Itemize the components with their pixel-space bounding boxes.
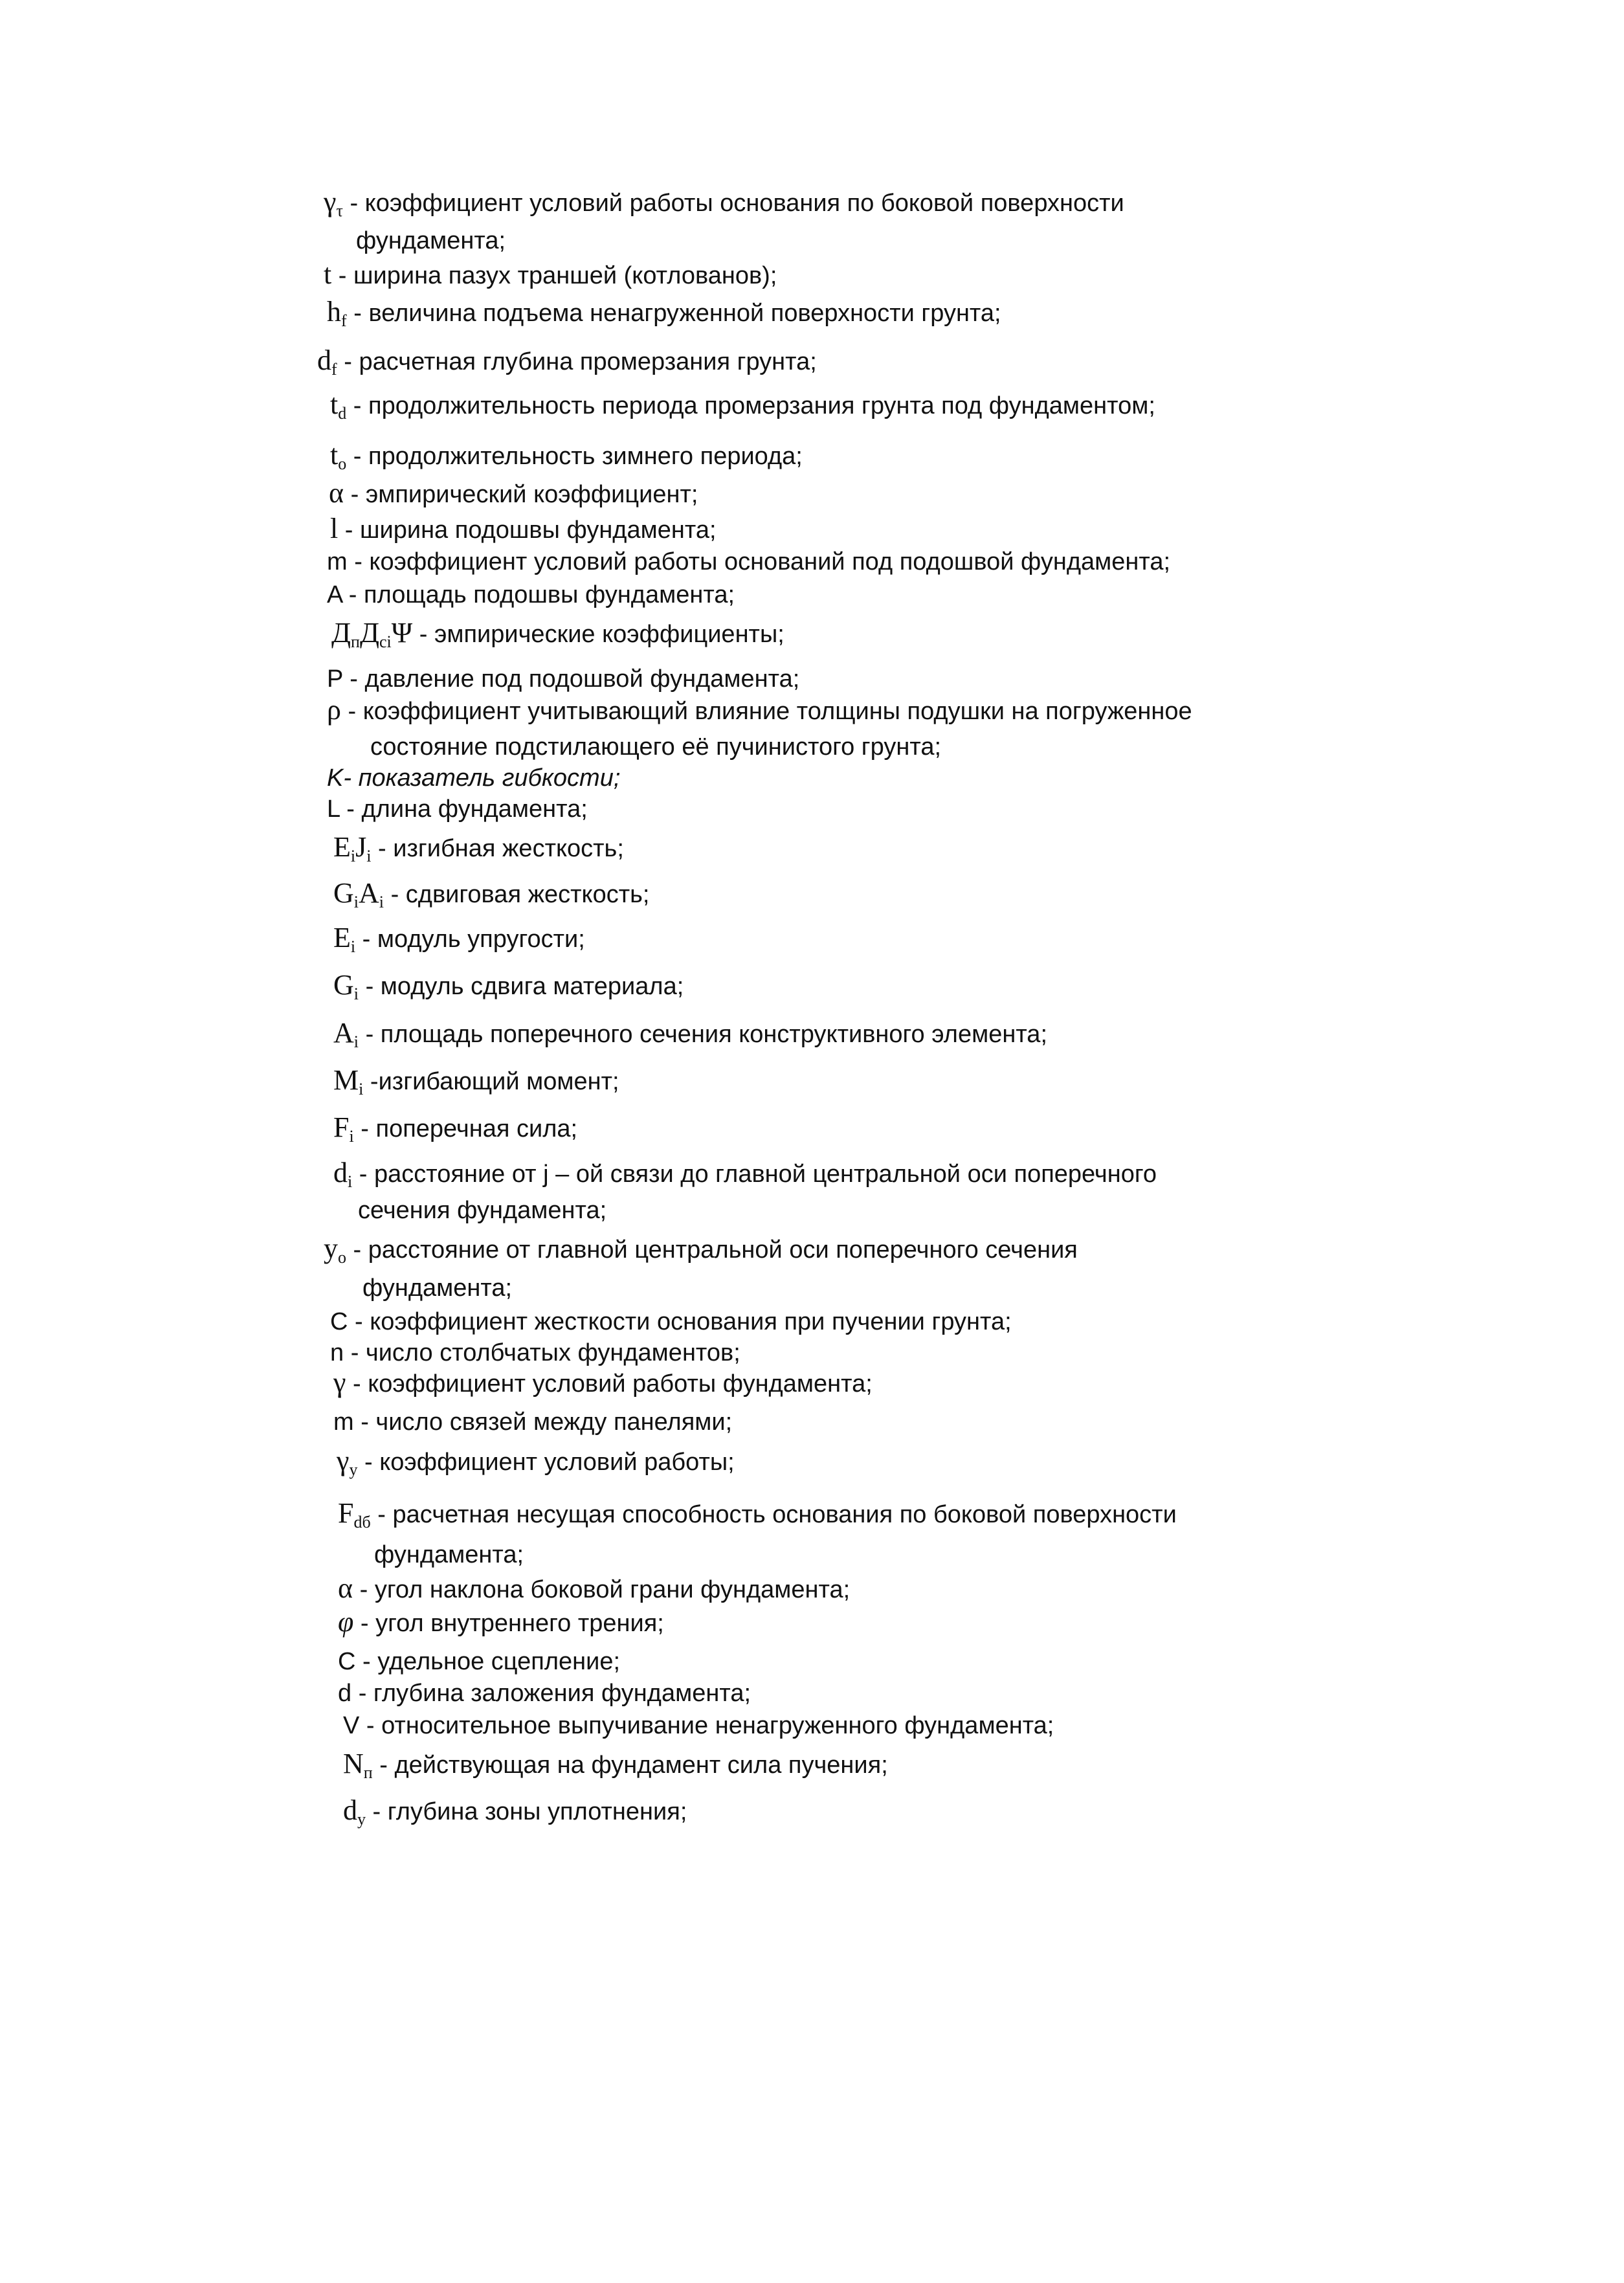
definition-text: - угол наклона боковой грани фундамента; <box>353 1576 851 1603</box>
definition-row <box>317 346 817 384</box>
symbol: L <box>327 796 340 823</box>
definition-text: - коэффициент условий работы фундамента; <box>346 1370 873 1398</box>
definition-row <box>327 696 1192 726</box>
symbol: F <box>333 1111 350 1143</box>
definition-text: - коэффициент условий работы основания по боковой поверхности <box>342 190 1124 217</box>
symbol-subscript: i <box>359 1080 364 1098</box>
symbol: φ <box>338 1606 354 1638</box>
definition-text: - изгибная жесткость; <box>371 835 624 862</box>
definition-row <box>330 441 803 478</box>
symbol: N <box>343 1748 364 1779</box>
definition-text: - глубина зоны уплотнения; <box>366 1798 687 1825</box>
symbol: h <box>327 296 341 328</box>
definition-text: - продолжительность зимнего периода; <box>346 443 803 470</box>
symbol: γ <box>333 1366 346 1398</box>
definition-row <box>327 548 1170 576</box>
definition-text: - коэффициент жесткости основания при пучении грунта; <box>348 1308 1012 1335</box>
definition-row <box>343 1711 1054 1740</box>
symbol: E <box>333 922 351 953</box>
definition-text: - расчетная несущая способность основания по боковой поверхности <box>370 1501 1177 1528</box>
definition-text: - ширина пазух траншей (котлованов); <box>331 262 777 289</box>
definition-text: - сдвиговая жесткость; <box>384 881 650 908</box>
symbol-2: J <box>355 831 367 863</box>
definition-text: - число связей между панелями; <box>353 1409 733 1436</box>
definition-row <box>324 260 777 290</box>
symbol: d <box>343 1794 357 1826</box>
definition-row <box>327 665 799 693</box>
definition-text: - расчетная глубина промерзания грунта; <box>337 348 817 375</box>
definition-row <box>338 1679 751 1708</box>
definition-text: - поперечная сила; <box>353 1115 578 1142</box>
definition-row <box>333 924 585 961</box>
definition-text: - расстояние от j – ой связи до главной центральной оси поперечного <box>352 1161 1157 1188</box>
definition-text: - коэффициент условий работы; <box>357 1449 735 1476</box>
definition-row <box>333 879 649 917</box>
symbol: C <box>338 1648 356 1675</box>
definition-text: - продолжительность периода промерзания грунта под фундаментом; <box>346 392 1155 419</box>
symbol: C <box>330 1308 348 1335</box>
definition-text: -изгибающий момент; <box>363 1068 619 1095</box>
definition-text: - коэффициент учитывающий влияние толщины подушки на погруженное <box>340 698 1192 725</box>
symbol: α <box>338 1572 353 1604</box>
definition-row <box>333 1408 732 1436</box>
symbol-subscript: y <box>349 1460 358 1479</box>
definition-text: - ширина подошвы фундамента; <box>338 517 717 544</box>
definition-row <box>343 1750 888 1787</box>
symbol-subscript: i <box>353 985 359 1003</box>
definition-text: - угол внутреннего трения; <box>353 1610 664 1637</box>
symbol-subscript: o <box>338 1248 346 1267</box>
symbol: Д <box>331 617 351 649</box>
symbol: m <box>333 1409 354 1436</box>
definition-text: - удельное сцепление; <box>355 1648 621 1675</box>
symbol: d <box>338 1680 352 1707</box>
symbol: t <box>330 388 339 420</box>
definition-row <box>338 1499 1177 1537</box>
definition-text: - площадь поперечного сечения конструктивного элемента; <box>359 1021 1047 1048</box>
definition-continuation <box>362 1274 512 1302</box>
symbol-subscript: i <box>348 1172 353 1191</box>
definition-row <box>343 1796 687 1834</box>
definition-row <box>333 833 624 871</box>
definition-row <box>331 619 784 656</box>
definition-row <box>333 1066 619 1104</box>
definition-row <box>327 298 1001 335</box>
definition-text: - относительное выпучивание ненагруженного фундамента; <box>359 1712 1054 1739</box>
symbol: t <box>330 439 339 471</box>
definition-text: - расстояние от главной центральной оси поперечного сечения <box>346 1236 1078 1264</box>
symbol-subscript: i <box>353 1032 359 1051</box>
symbol-subscript: п <box>351 632 360 651</box>
symbol-subscript: d <box>338 404 347 423</box>
definition-row <box>330 1308 1012 1336</box>
symbol: G <box>333 877 354 909</box>
symbol-subscript: i <box>349 1127 354 1146</box>
definition-continuation <box>370 733 941 761</box>
symbol: P <box>327 665 343 693</box>
definition-row <box>333 1019 1047 1056</box>
symbol: d <box>317 344 331 376</box>
symbol: d <box>333 1157 348 1188</box>
symbol-subscript: i <box>350 847 356 865</box>
symbol: t <box>324 258 332 290</box>
symbol-subscript: y <box>357 1810 366 1829</box>
definition-row <box>324 188 1124 225</box>
definition-text: - давление под подошвой фундамента; <box>342 665 800 693</box>
definition-row <box>327 581 735 609</box>
definition-row <box>337 1447 735 1484</box>
symbol-subscript: dб <box>353 1513 371 1531</box>
definition-row <box>329 479 698 509</box>
definition-text: состояние подстилающего её пучинистого грунта; <box>370 733 942 761</box>
definition-row <box>333 971 684 1008</box>
symbol: F <box>338 1497 354 1529</box>
symbol: l <box>330 513 339 544</box>
symbol: y <box>324 1232 338 1264</box>
symbol-subscript: τ <box>336 201 343 220</box>
definition-text: - действующая на фундамент сила пучения; <box>372 1752 888 1779</box>
symbol: A <box>333 1017 354 1049</box>
symbol: α <box>329 477 344 509</box>
definition-row <box>333 1159 1157 1196</box>
symbol-subscript: i <box>353 893 359 911</box>
definition-text: - эмпирические коэффициенты; <box>412 621 784 648</box>
definition-row <box>330 515 717 544</box>
definition-continuation <box>358 1196 606 1225</box>
symbol: G <box>333 969 354 1001</box>
definition-text: фундамента; <box>362 1275 513 1302</box>
definition-row <box>330 390 1155 428</box>
symbol: γ <box>337 1445 350 1476</box>
symbol-subscript: п <box>363 1763 373 1782</box>
definition-text: - эмпирический коэффициент; <box>344 481 698 508</box>
symbol-2: A <box>359 877 379 909</box>
definition-continuation <box>374 1541 524 1569</box>
definition-text: - модуль упругости; <box>355 926 585 953</box>
symbol: ρ <box>327 694 341 726</box>
symbol: E <box>333 831 351 863</box>
definition-row <box>333 1113 577 1151</box>
definition-text: сечения фундамента; <box>358 1197 607 1224</box>
definition-row <box>327 764 620 792</box>
symbol-2: Д <box>359 617 379 649</box>
definition-continuation <box>356 227 506 255</box>
definition-text: - глубина заложения фундамента; <box>351 1680 751 1707</box>
definition-row <box>333 1368 873 1398</box>
definition-row <box>338 1608 664 1638</box>
symbol: K <box>327 764 344 792</box>
definition-text: фундамента; <box>356 227 506 254</box>
definition-text: - модуль сдвига материала; <box>359 973 684 1000</box>
symbol: V <box>343 1712 360 1739</box>
symbol-3: Ψ <box>391 617 413 649</box>
symbol-subscript: i <box>350 937 356 956</box>
symbol: m <box>327 548 348 575</box>
symbol: γ <box>324 186 337 217</box>
symbol: M <box>333 1064 359 1096</box>
definition-row <box>338 1647 620 1676</box>
definition-text: - величина подъема ненагруженной поверхности грунта; <box>346 300 1001 327</box>
definition-text: - число столбчатых фундаментов; <box>344 1339 740 1366</box>
symbol-2-subscript: i <box>366 847 372 865</box>
symbol-subscript: o <box>338 454 347 473</box>
symbol: A <box>327 581 342 608</box>
definition-row <box>338 1574 850 1604</box>
definition-row <box>330 1339 740 1367</box>
symbol: n <box>330 1339 344 1366</box>
definition-text: - коэффициент условий работы оснований под подошвой фундамента; <box>347 548 1171 575</box>
definition-text: - длина фундамента; <box>339 796 588 823</box>
definition-text: фундамента; <box>374 1541 524 1568</box>
symbol-2-subscript: ci <box>379 632 392 651</box>
symbol-subscript: f <box>341 311 347 330</box>
symbol-subscript: f <box>331 360 337 379</box>
definition-text: - показатель гибкости; <box>343 764 621 792</box>
definition-row <box>324 1234 1078 1272</box>
definition-row <box>327 795 588 823</box>
definition-text: - площадь подошвы фундамента; <box>342 581 735 608</box>
symbol-2-subscript: i <box>379 893 384 911</box>
